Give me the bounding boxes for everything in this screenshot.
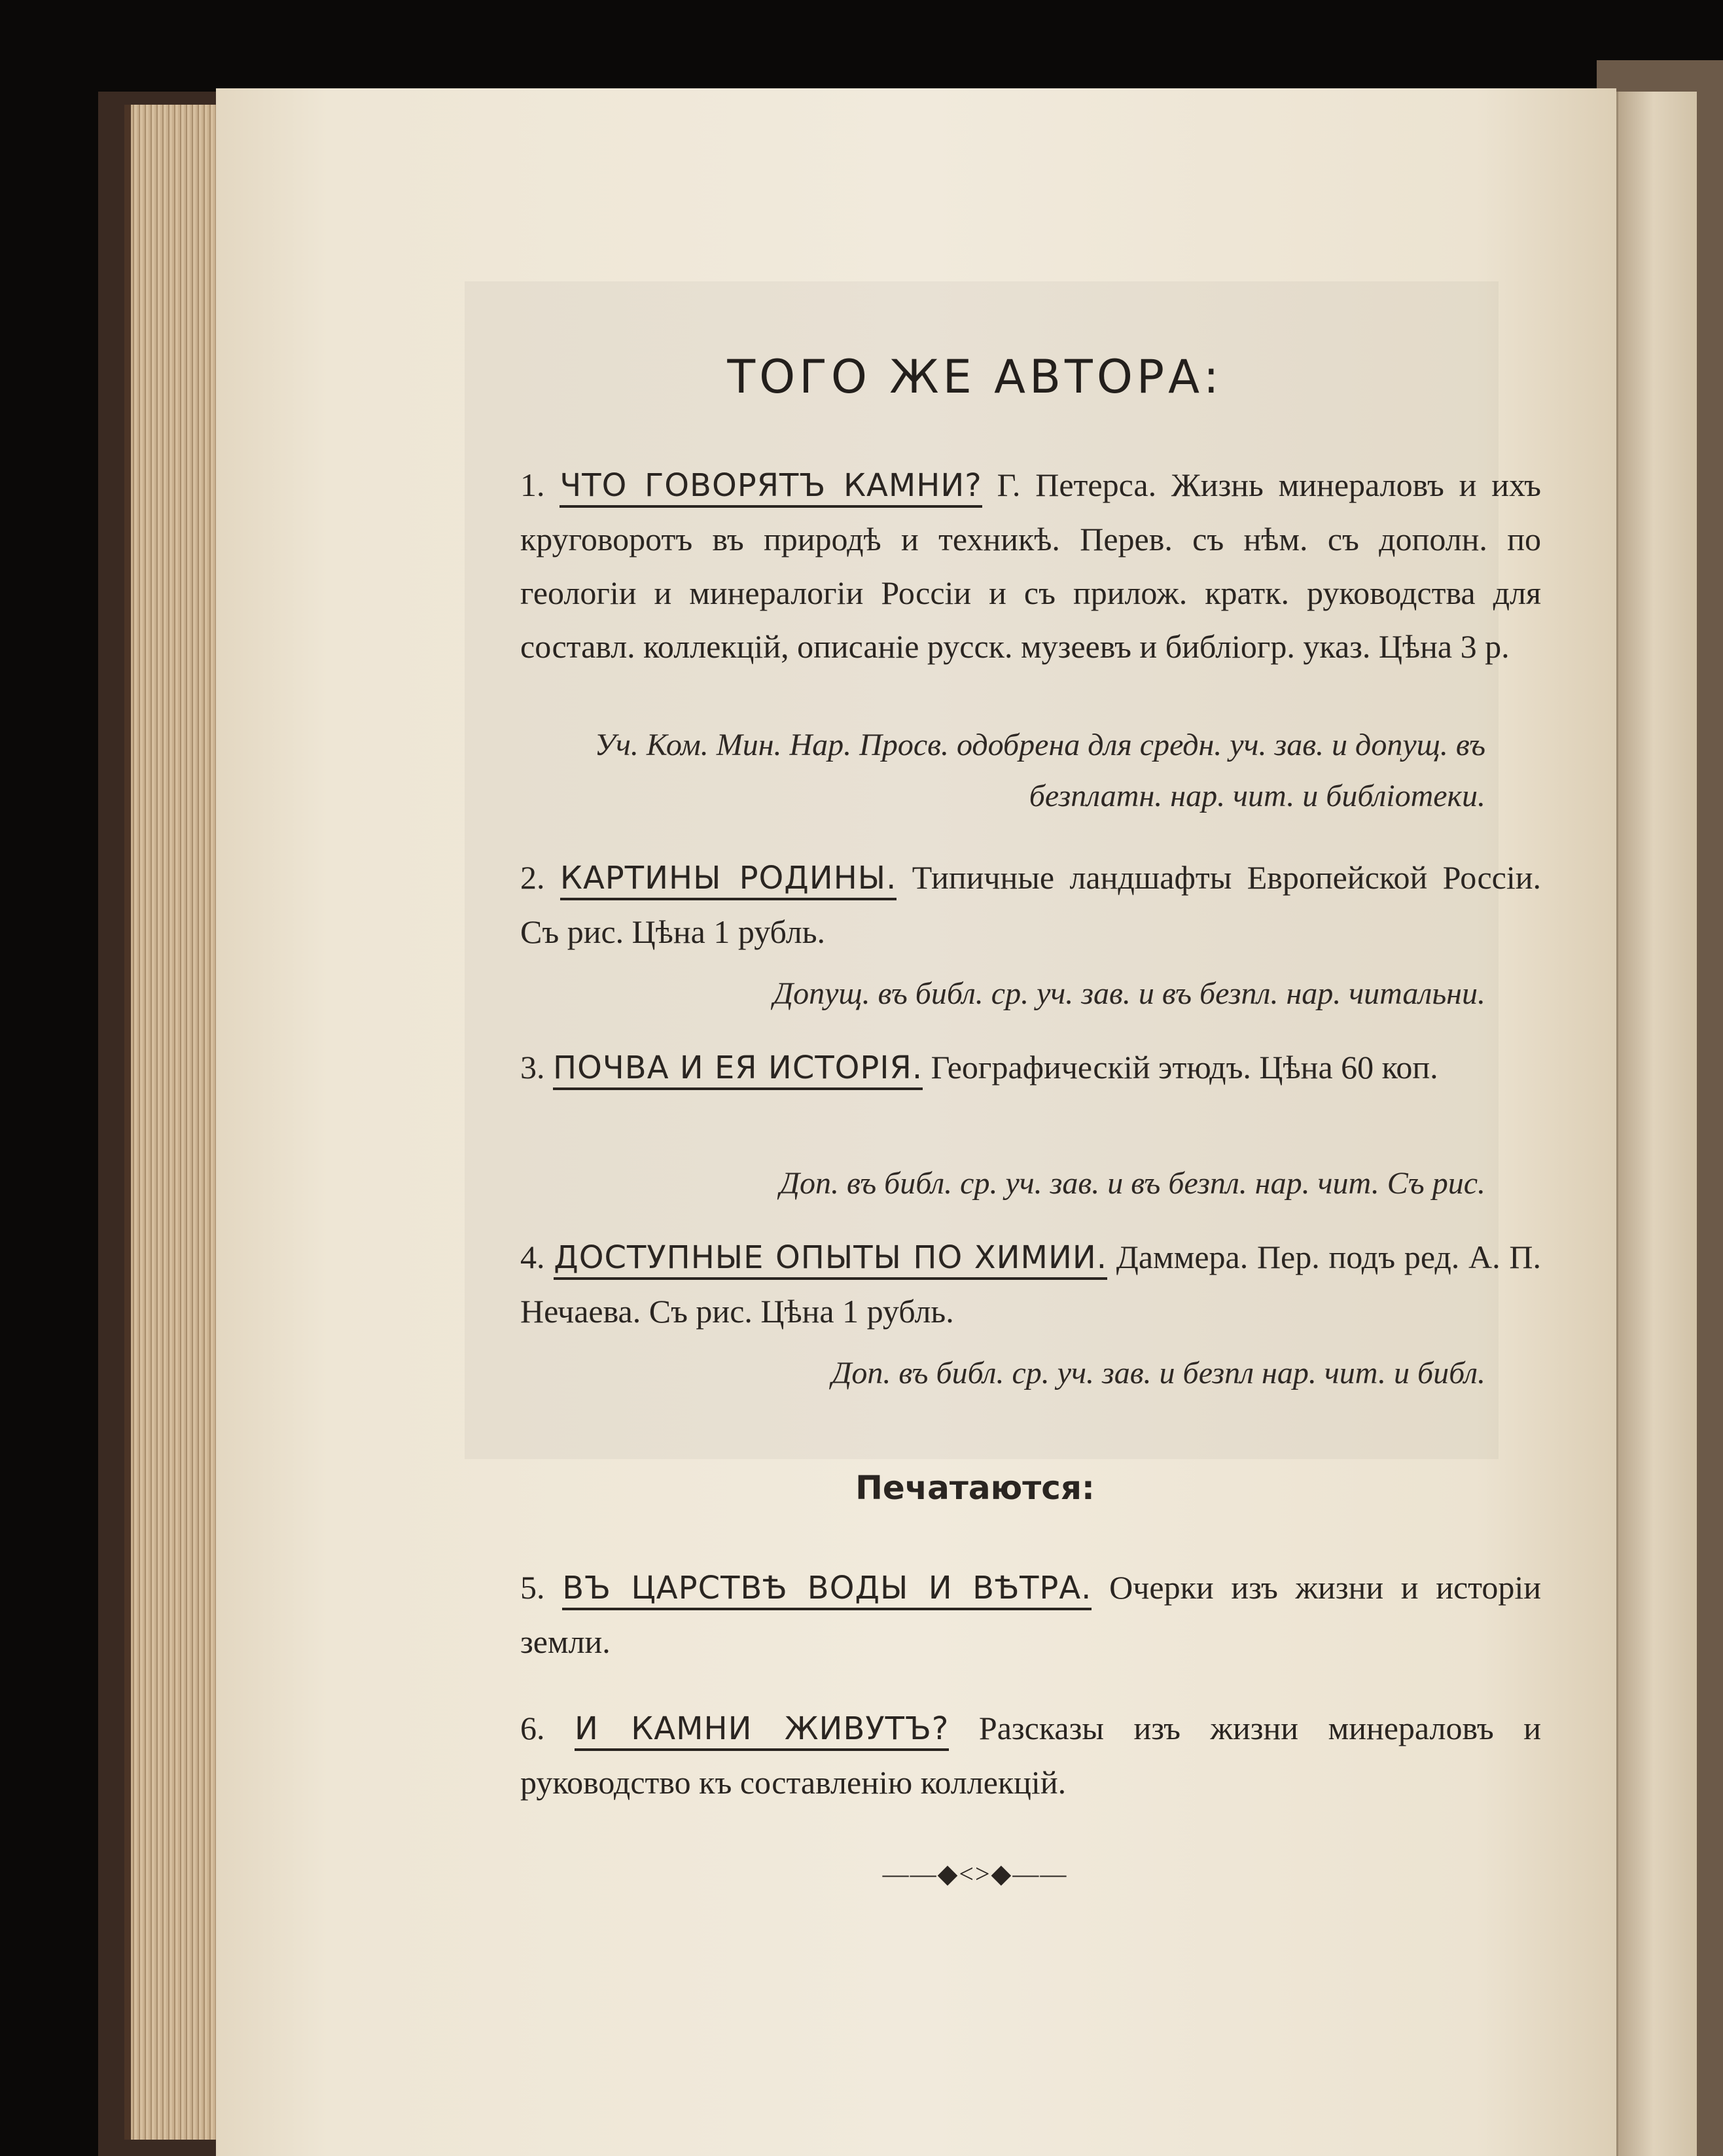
entry-6 (465, 1701, 1541, 1809)
entry-text: Даммера. Пер. подъ ред. А. П. Нечаева. Съ рис. Цѣна 1 рубль. (520, 1239, 1541, 1330)
entry-5 (465, 1561, 1541, 1669)
entry-2-note: Допущ. въ библ. ср. уч. зав. и въ безпл. нар. читальни. (773, 976, 1485, 1011)
entry-number: 4. (520, 1239, 545, 1275)
entry-3-note: Доп. въ библ. ср. уч. зав. и въ безпл. нар. чит. Съ рис. (779, 1166, 1485, 1201)
entry-4-note: Доп. въ библ. ср. уч. зав. и безпл нар. чит. и библ. (831, 1356, 1485, 1390)
entry-number: 3. (520, 1049, 545, 1086)
entry-2 (465, 851, 1541, 959)
entry-title: КАРТИНЫ РОДИНЫ. (560, 860, 897, 900)
entry-title: ДОСТУПНЫЕ ОПЫТЫ ПО ХИМИИ. (554, 1239, 1107, 1280)
entry-1-note: Уч. Ком. Мин. Нар. Просв. одобрена для средн. уч. зав. и допущ. въ безплатн. нар. чит. и библіотеки. (594, 728, 1485, 813)
page-heading: ТОГО ЖЕ АВТОРА: (727, 350, 1223, 404)
section-title: Печатаются: (855, 1469, 1095, 1507)
entry-title: ЧТО ГОВОРЯТЪ КАМНИ? (560, 467, 982, 508)
entry-text: Географическій этюдъ. Цѣна 60 коп. (923, 1049, 1438, 1086)
entry-1 (465, 458, 1541, 673)
entry-3 (465, 1040, 1541, 1095)
entry-title: ПОЧВА И ЕЯ ИСТОРІЯ. (553, 1050, 923, 1090)
entry-text: Типичные ландшафты Европейской Россіи. Съ рис. Цѣна 1 рубль. (520, 859, 1541, 950)
entry-title: И КАМНИ ЖИВУТЪ? (575, 1710, 949, 1751)
entry-text: Разсказы изъ жизни минераловъ и руководство къ составленію коллекцій. (520, 1710, 1541, 1801)
entry-text: Очерки изъ жизни и исторіи земли. (520, 1569, 1542, 1660)
entry-title: ВЪ ЦАРСТВѢ ВОДЫ И ВѢТРА. (562, 1570, 1092, 1610)
entry-number: 6. (520, 1710, 545, 1746)
end-ornament: ——◆<>◆—— (882, 1859, 1068, 1888)
entry-number: 2. (520, 859, 545, 896)
entry-4 (465, 1230, 1541, 1338)
entry-text: Г. Петерса. Жизнь минераловъ и ихъ круговоротъ въ природѣ и техникѣ. Перев. съ нѣм. съ дополн. по геологіи и минералогіи Россіи и съ прилож. кратк. руководства для составл. коллекцій, описаніе русск. музеевъ и библіогр. указ. Цѣна 3 р. (520, 467, 1541, 665)
entry-number: 1. (520, 467, 545, 503)
entry-number: 5. (520, 1569, 545, 1606)
facing-page-edge (1616, 92, 1697, 2156)
